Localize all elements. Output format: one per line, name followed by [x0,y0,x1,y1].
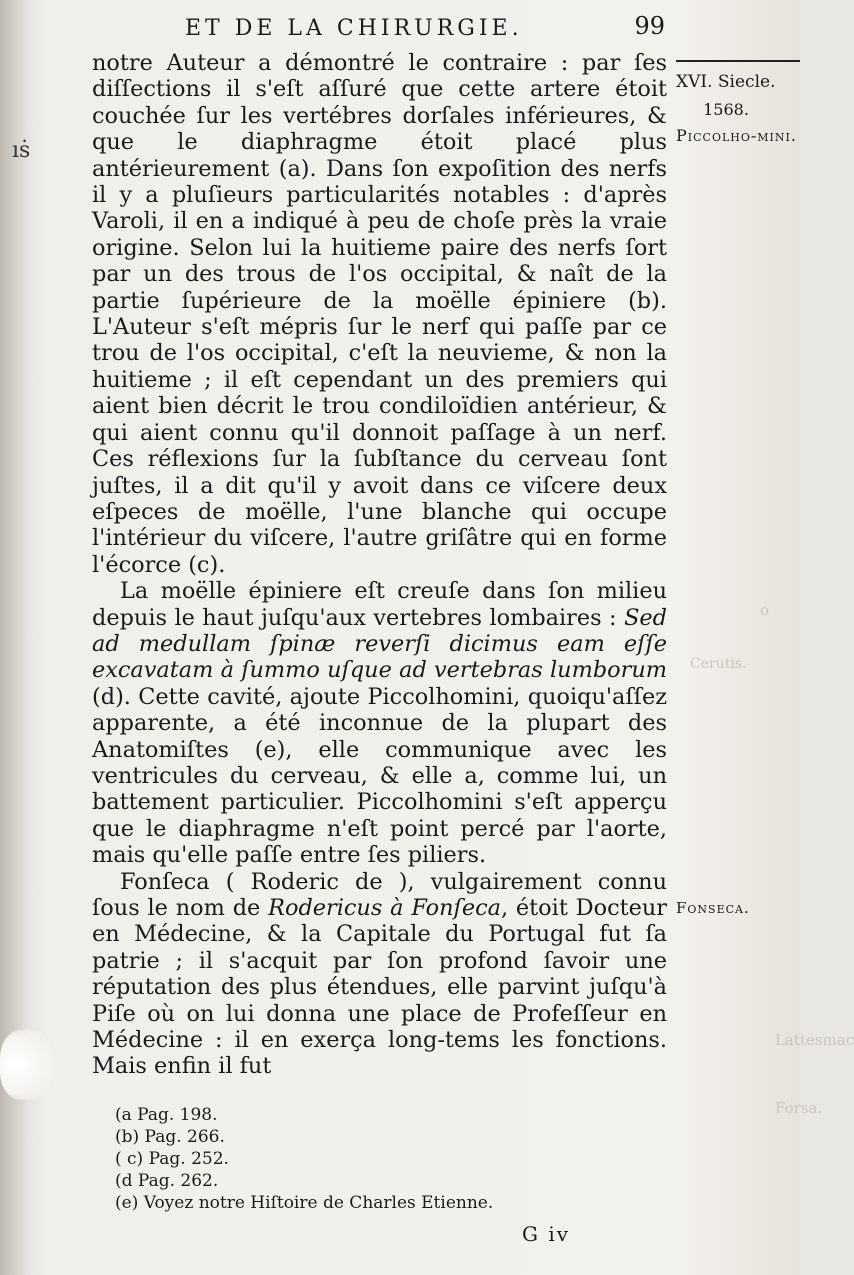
p2-start: La moëlle épiniere eſt creuſe dans ſon milieu depuis le haut juſqu'aux vertebres lombaires : [92,578,667,631]
bleed-through-text: Forsa. [775,1099,823,1117]
footnote-a: (a Pag. 198. [115,1105,218,1125]
footnote-b: (b) Pag. 266. [115,1127,225,1147]
footnote-c: ( c) Pag. 252. [115,1149,229,1169]
p2-end: (d). Cette cavité, ajoute Piccolhomini, quoiqu'aſſez apparente, a été inconnue de la plupart des Anatomiſtes (e), elle communique avec les ventricules du cerveau, & elle a, comme lui, un battement particulier. Piccolhomini s'eſt apperçu que le diaphragme n'eſt point percé par l'aorte, mais qu'elle paſſe entre ſes piliers. [92,683,667,869]
page-header [175,12,665,48]
margin-year: 1568. [703,100,749,119]
running-title: ET DE LA CHIRURGIE. [185,16,523,41]
p3-start: Fonſeca ( Roderic de ), vulgairement connu ſous le nom de [92,868,667,921]
bleed-through-mark: o [760,601,770,619]
edge-mark: ıṡ [12,138,31,163]
signature-mark: G iv [522,1222,571,1246]
margin-century: XVI. Siecle. [676,72,776,92]
margin-name-fonseca: Fonseca. [676,899,750,917]
main-text [92,50,667,1080]
bleed-through-text: Cerutis. [690,656,747,672]
paragraph-3 [92,869,667,1080]
paragraph-1: notre Auteur a démontré le contraire : par ſes diſſections il s'eſt aſſuré que cette artere étoit couchée ſur les vertébres dorſales inférieures, & que le diaphragme étoit placé plus antérieurement (a). Dans ſon expoſition des nerfs il y a pluſieurs particularités notables : d'après Varoli, il en a indiqué à peu de choſe près la vraie origine. Selon lui la huitieme paire des nerfs ſort par un des trous de l'os occipital, & naît de la partie ſupérieure de la moëlle épiniere (b). L'Auteur s'eſt mépris ſur le nerf qui paſſe par ce trou de l'os occipital, c'eſt la neuvieme, & non la huitieme ; il eſt cependant un des premiers qui aient bien décrit le trou condiloïdien antérieur, & qui aient connu qu'il donnoit paſſage à un nerf. Ces réflexions ſur la ſubſtance du cerveau ſont juſtes, il a dit qu'il y avoit dans ce viſcere deux eſpeces de moëlle, l'une blanche qui occupe l'intérieur du viſcere, l'autre griſâtre qui en forme l'écorce (c). [92,50,667,578]
paragraph-2 [92,578,667,868]
bleed-through-text: Lattesmac [775,1031,854,1049]
p3-end: , étoit Docteur en Médecine, & la Capitale du Portugal fut ſa patrie ; il s'acquit par ſon profond ſavoir une réputation des plus étendues, elle parvint juſqu'à Piſe où on lui donna une place de Profeſſeur en Médecine : il en exerça long-tems les fonctions. Mais enfin il fut [92,895,667,1080]
footnotes [115,1104,585,1214]
page-number: 99 [634,12,665,40]
footnote-d: (d Pag. 262. [115,1171,219,1191]
footnote-e: (e) Voyez notre Hiſtoire de Charles Etienne. [115,1193,494,1213]
margin-name-piccolhomini: Piccolho-mini. [676,126,797,145]
margin-rule [676,60,800,62]
paper-damage [0,1030,52,1100]
latin-quote: Sed ad medullam ſpinæ reverſi dicimus eam eſſe excavatam à ſummo uſque ad vertebras lumborum [92,604,667,684]
latin-name: Rodericus à Fonſeca [268,895,501,921]
